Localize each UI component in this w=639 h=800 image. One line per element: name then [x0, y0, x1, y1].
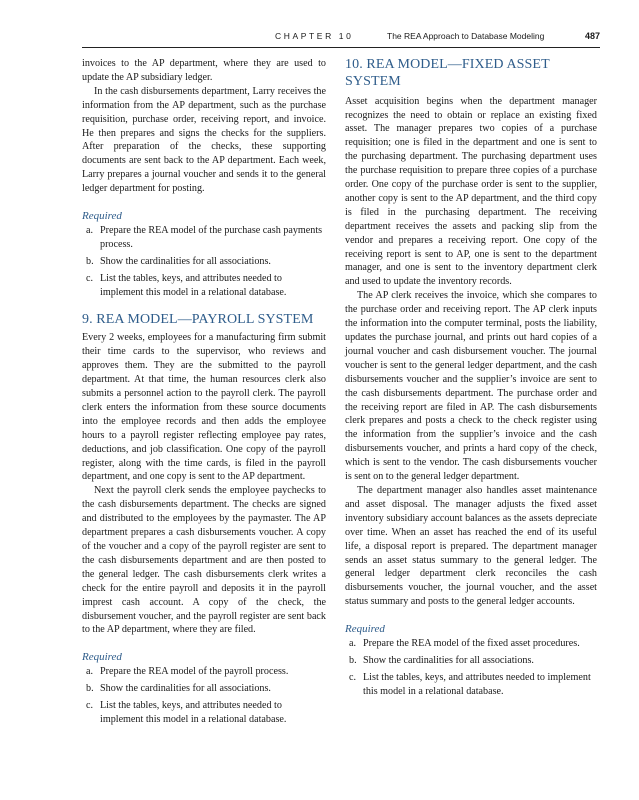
item-label: a. [86, 225, 94, 237]
right-column [345, 57, 597, 702]
item-text: Show the cardinalities for all associations. [100, 255, 271, 267]
item-text: List the tables, keys, and attributes needed to implement this model in a relational database. [363, 671, 591, 697]
required-item [345, 671, 597, 699]
item-text: Show the cardinalities for all associations. [100, 683, 271, 695]
section-heading-10: 10. REA MODEL—FIXED ASSET SYSTEM [345, 57, 550, 89]
required-heading-10: Required [345, 623, 385, 636]
intro-paragraph-1: invoices to the AP department, where they are used to update the AP subsidiary ledger. [82, 58, 326, 83]
required-item [82, 224, 326, 252]
item-text: Show the cardinalities for all associations. [363, 655, 534, 667]
item-label: c. [86, 272, 94, 284]
item-label: a. [86, 666, 94, 678]
item-label: c. [86, 700, 94, 712]
chapter-title: The REA Approach to Database Modeling [387, 31, 545, 41]
intro-paragraph-2: In the cash disbursements department, Larry receives the information from the AP department, such as the purchase requisition, purchase order, receiving report, and invoice. He then prepares and signs the checks for the suppliers. After preparation of the checks, these supporting documents are sent back to the AP department. Each week, Larry prepares a journal voucher and sends it to the general ledger department for posting. [82, 85, 326, 195]
required-item [82, 272, 326, 300]
item-text: Prepare the REA model of the fixed asset procedures. [363, 638, 580, 650]
item-text: Prepare the REA model of the payroll process. [100, 666, 289, 678]
required-item [345, 654, 597, 668]
required-item [82, 665, 326, 679]
chapter-label: CHAPTER 10 [275, 31, 354, 41]
header-rule [82, 47, 600, 48]
required-item [345, 637, 597, 651]
item-label: b. [349, 655, 357, 667]
page-number: 487 [584, 31, 600, 41]
left-column [82, 57, 326, 730]
item-text: List the tables, keys, and attributes needed to implement this model in a relational database. [100, 700, 287, 726]
section9-paragraph-2: Next the payroll clerk sends the employee paychecks to the cash disbursements department. The checks are signed and distributed to the employees by the paymaster. The AP department prepares a cash disbursements voucher. A copy of the voucher and a copy of the payroll register are sent to the cash disbursements department and are then posted to the general ledger. The cash disbursements clerk writes a check for the entire payroll and deposits it in the payroll imprest cash account. A copy of the check, the disbursement voucher, and the payroll register are sent back to the AP department, where they are filed. [82, 485, 326, 636]
required-item [82, 699, 326, 727]
item-label: c. [349, 671, 357, 683]
required-heading-9: Required [82, 651, 122, 664]
section10-paragraph-2: The AP clerk receives the invoice, which she compares to the purchase order and receiving report. The AP clerk inputs the information into the computer terminal, posts the liability, updates the purchase journal, and prints out hard copies of a journal voucher and cash disbursement voucher. The journal voucher is sent to the general ledger department, and the cash disbursements voucher and the supplier’s invoice are sent to the cash disbursements department. The purchase order and the receiving report are filed in AP. The cash disbursements clerk prepares and posts a check to the check register using the information from the supplier’s invoice and the cash disbursements voucher, and prints a hard copy of the check, which is sent to the vendor. The cash disbursements voucher is sent on to the general ledger department. [345, 290, 597, 483]
section10-paragraph-1: Asset acquisition begins when the department manager recognizes the need to obtain or replace an existing fixed asset. The manager prepares two copies of a purchase requisition; one is filed in the department and one is sent to the purchasing department. The purchasing department uses the purchase requisition to prepare three copies of a purchase order. One copy of the purchase order is sent to the supplier, another copy is sent to the AP department, and the third copy is filed in the purchasing department. The receiving department receives the assets and packing slip from the vendor and prepares a receiving report. One copy of the receiving report is sent to AP, one is sent to the department manager, and one is sent to the inventory department clerk and used to update the inventory records. [345, 95, 597, 288]
item-text: List the tables, keys, and attributes needed to implement this model in a relational database. [100, 272, 287, 298]
required-item [82, 682, 326, 696]
section10-paragraph-3: The department manager also handles asset maintenance and asset disposal. The manager adjusts the fixed asset inventory subsidiary account balances as the assets depreciate over time. When an asset has reached the end of its useful life, a disposal report is prepared. The department manager sends an asset status summary to the general ledger. The general ledger department clerk reconciles the cash disbursements voucher, the journal voucher, and the asset status summary and posts to the general ledger accounts. [345, 484, 597, 608]
required-list-9 [82, 665, 326, 727]
required-heading-8: Required [82, 210, 122, 223]
item-label: b. [86, 683, 94, 695]
item-text: Prepare the REA model of the purchase cash payments process. [100, 225, 323, 250]
item-label: a. [349, 638, 357, 650]
section-heading-9: 9. REA MODEL—PAYROLL SYSTEM [82, 311, 314, 327]
required-list-10 [345, 637, 597, 699]
section9-paragraph-1: Every 2 weeks, employees for a manufacturing firm submit their time cards to the supervisor, who reviews and approves them. They are the submitted to the payroll department. At that time, the human resources clerk also submits a personnel action to the payroll clerk. The payroll clerk enters the information from these source documents into the employee records and then adds the employee hours to a payroll register reflecting employee pay rates, deductions, and job classification. One copy of the payroll register, along with the time cards, is filed in the payroll department, and one copy is sent to the AP department. [82, 332, 326, 483]
running-head [82, 31, 600, 45]
required-item [82, 255, 326, 269]
item-label: b. [86, 255, 94, 267]
required-list-8 [82, 224, 326, 300]
